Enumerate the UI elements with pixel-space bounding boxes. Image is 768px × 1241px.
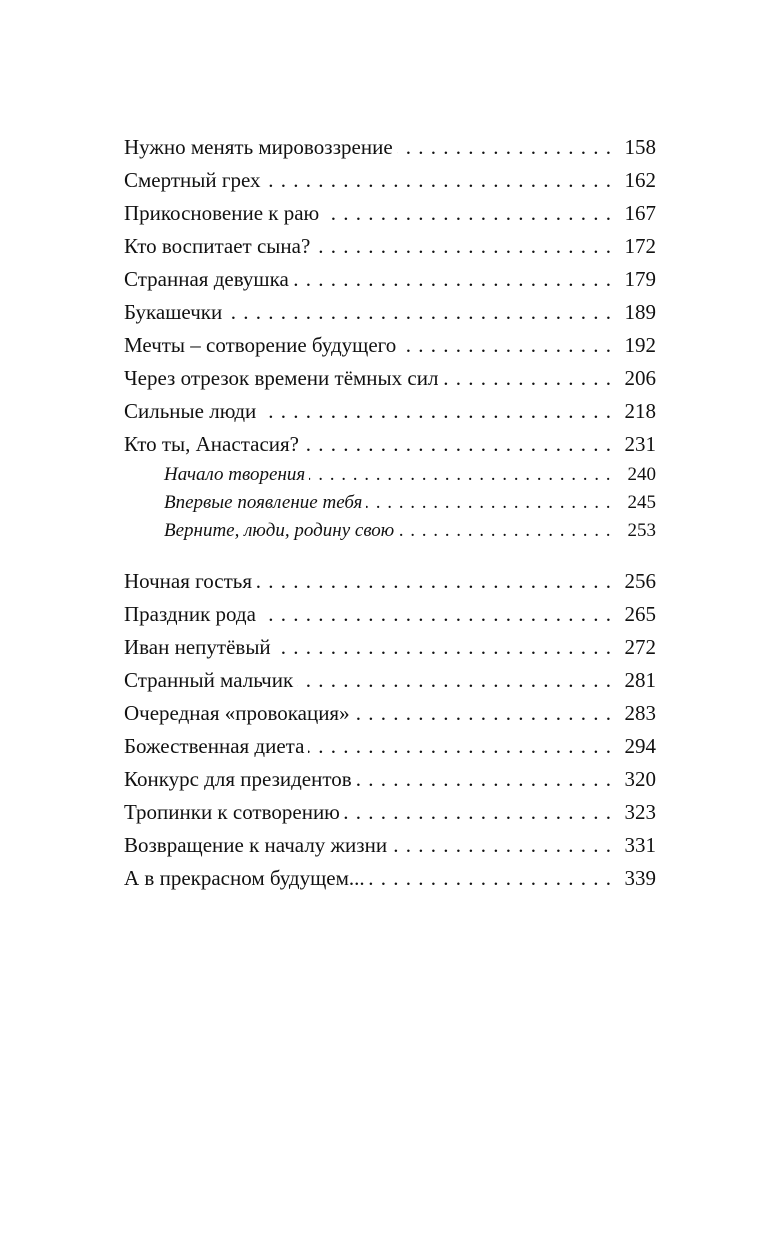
toc-entry-title: Нужно менять мировоззрение [124,135,393,159]
toc-entry[interactable] [124,395,656,428]
toc-entry-page: 265 [624,602,656,626]
dot-leader [260,598,612,631]
toc-entry-title: Ночная гостья [124,569,252,593]
toc-group-second [124,565,656,895]
toc-entry-page: 331 [624,833,656,857]
dot-leader [400,329,612,362]
toc-entry-page: 281 [624,668,656,692]
dot-leader [354,697,612,730]
toc-entry[interactable] [124,730,656,763]
toc-subentry-page: 240 [627,464,656,485]
toc-entry[interactable] [124,428,656,461]
toc-entry-page: 283 [624,701,656,725]
toc-entry-page: 172 [624,234,656,258]
dot-leader [293,263,612,296]
toc-entry-title: А в прекрасном будущем... [124,866,365,890]
toc-entry[interactable] [124,362,656,395]
toc-entry-title: Очередная «провокация» [124,701,350,725]
toc-entry-page: 189 [624,300,656,324]
toc-entry-page: 272 [624,635,656,659]
toc-subentry-page: 245 [627,492,656,513]
dot-leader [226,296,612,329]
dot-leader [344,796,612,829]
toc-entry-title: Прикосновение к раю [124,201,320,225]
toc-entry[interactable] [124,197,656,230]
toc-entry[interactable] [124,631,656,664]
table-of-contents [124,131,656,895]
toc-entry-title: Праздник рода [124,602,256,626]
toc-subentry[interactable] [124,489,656,517]
dot-leader [297,664,612,697]
toc-entry-page: 339 [624,866,656,890]
toc-entry[interactable] [124,763,656,796]
dot-leader [398,517,612,545]
toc-entry[interactable] [124,296,656,329]
dot-leader [369,862,612,895]
toc-entry-title: Через отрезок времени тёмных сил [124,366,439,390]
toc-entry[interactable] [124,697,656,730]
toc-subentry-title: Впервые появление тебя [164,492,363,513]
toc-entry-title: Сильные люди [124,399,257,423]
toc-entry[interactable] [124,829,656,862]
dot-leader [275,631,612,664]
toc-entry[interactable] [124,263,656,296]
toc-entry-page: 231 [624,432,656,456]
toc-entry[interactable] [124,565,656,598]
toc-entry-page: 179 [624,267,656,291]
toc-entry-title: Странная девушка [124,267,289,291]
toc-entry-page: 218 [624,399,656,423]
toc-entry-page: 158 [624,135,656,159]
dot-leader [391,829,612,862]
toc-subentry-title: Начало творения [164,464,306,485]
toc-entry-title: Иван непутёвый [124,635,271,659]
toc-entry[interactable] [124,131,656,164]
toc-entry[interactable] [124,164,656,197]
toc-entry-title: Божественная диета [124,734,305,758]
toc-group-main [124,131,656,545]
dot-leader [265,164,612,197]
toc-subentry-title: Верните, люди, родину свою [164,520,395,541]
toc-subentry-page: 253 [627,520,656,541]
toc-entry-title: Конкурс для президентов [124,767,352,791]
dot-leader [397,131,612,164]
dot-leader [260,395,612,428]
toc-entry[interactable] [124,664,656,697]
toc-entry-page: 206 [624,366,656,390]
toc-entry-title: Букашечки [124,300,223,324]
toc-entry-title: Странный мальчик [124,668,294,692]
toc-entry-title: Тропинки к сотворению [124,800,340,824]
toc-entry-title: Смертный грех [124,168,261,192]
toc-entry-page: 294 [624,734,656,758]
dot-leader [356,763,612,796]
toc-entry[interactable] [124,796,656,829]
toc-subentry[interactable] [124,517,656,545]
dot-leader [309,461,612,489]
toc-entry[interactable] [124,862,656,895]
toc-entry[interactable] [124,230,656,263]
dot-leader [314,230,612,263]
dot-leader [303,428,612,461]
toc-entry[interactable] [124,329,656,362]
toc-entry-page: 256 [624,569,656,593]
toc-subentry[interactable] [124,461,656,489]
dot-leader [308,730,612,763]
toc-entry-page: 320 [624,767,656,791]
dot-leader [442,362,612,395]
toc-entry-page: 167 [624,201,656,225]
dot-leader [323,197,612,230]
toc-entry-page: 192 [624,333,656,357]
dot-leader [256,565,612,598]
toc-entry-page: 162 [624,168,656,192]
toc-entry-title: Возвращение к началу жизни [124,833,388,857]
toc-entry-title: Кто воспитает сына? [124,234,311,258]
toc-entry-page: 323 [624,800,656,824]
toc-entry-title: Мечты – сотворение будущего [124,333,397,357]
toc-entry[interactable] [124,598,656,631]
toc-entry-title: Кто ты, Анастасия? [124,432,299,456]
dot-leader [366,489,612,517]
